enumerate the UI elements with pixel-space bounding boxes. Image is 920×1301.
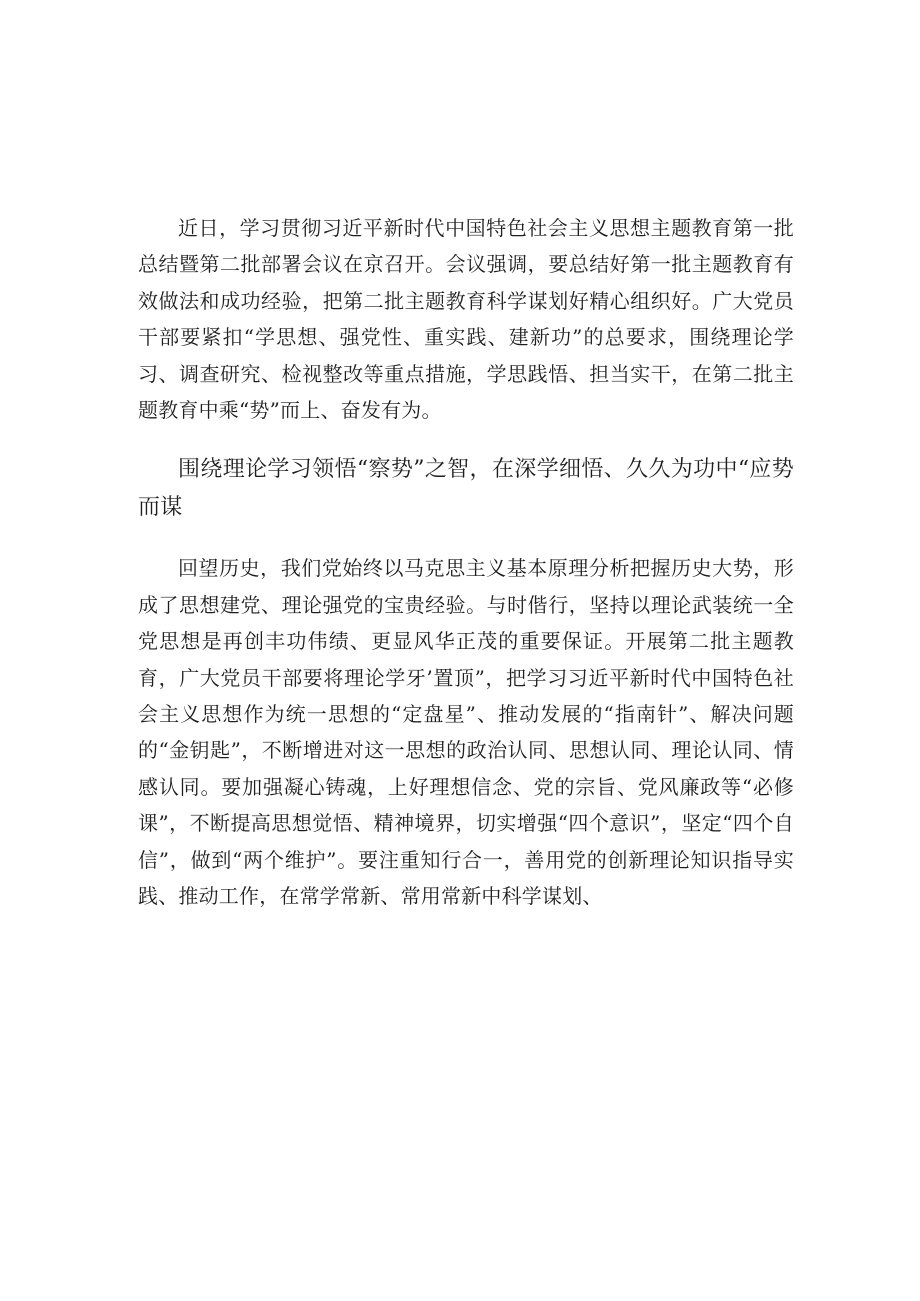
paragraph-history: 回望历史，我们党始终以马克思主义基本原理分析把握历史大势，形成了思想建党、理论强党的宝贵经验。与时偕行，坚持以理论武装统一全党思想是再创丰功伟绩、更显风华正茂的重要保证。开展第二批主题教育，广大党员干部要将理论学牙’置顶”，把学习习近平新时代中国特色社会主义思想作为统一思想的“定盘星”、推动发展的“指南针”、解决问题的“金钥匙”，不断增进对这一思想的政治认同、思想认同、理论认同、情感认同。要加强凝心铸魂，上好理想信念、党的宗旨、党风廉政等“必修课”，不断提高思想觉悟、精神境界，切实增强“四个意识”，坚定“四个自信”，做到“两个维护”。要注重知行合一，善用党的创新理论知识指导实践、推动工作，在常学常新、常用常新中科学谋划、: [138, 556, 794, 909]
document-body: [138, 210, 794, 915]
section-heading: 围绕理论学习领悟“察势”之智，在深学细悟、久久为功中“应势而谋: [138, 457, 794, 521]
paragraph-intro: 近日，学习贯彻习近平新时代中国特色社会主义思想主题教育第一批总结暨第二批部署会议在京召开。会议强调，要总结好第一批主题教育有效做法和成功经验，把第二批主题教育科学谋划好精心组织好。广大党员干部要紧扣“学思想、强党性、重实践、建新功”的总要求，围绕理论学习、调查研究、检视整改等重点措施，学思践悟、担当实干，在第二批主题教育中乘“势”而上、奋发有为。: [138, 216, 794, 423]
